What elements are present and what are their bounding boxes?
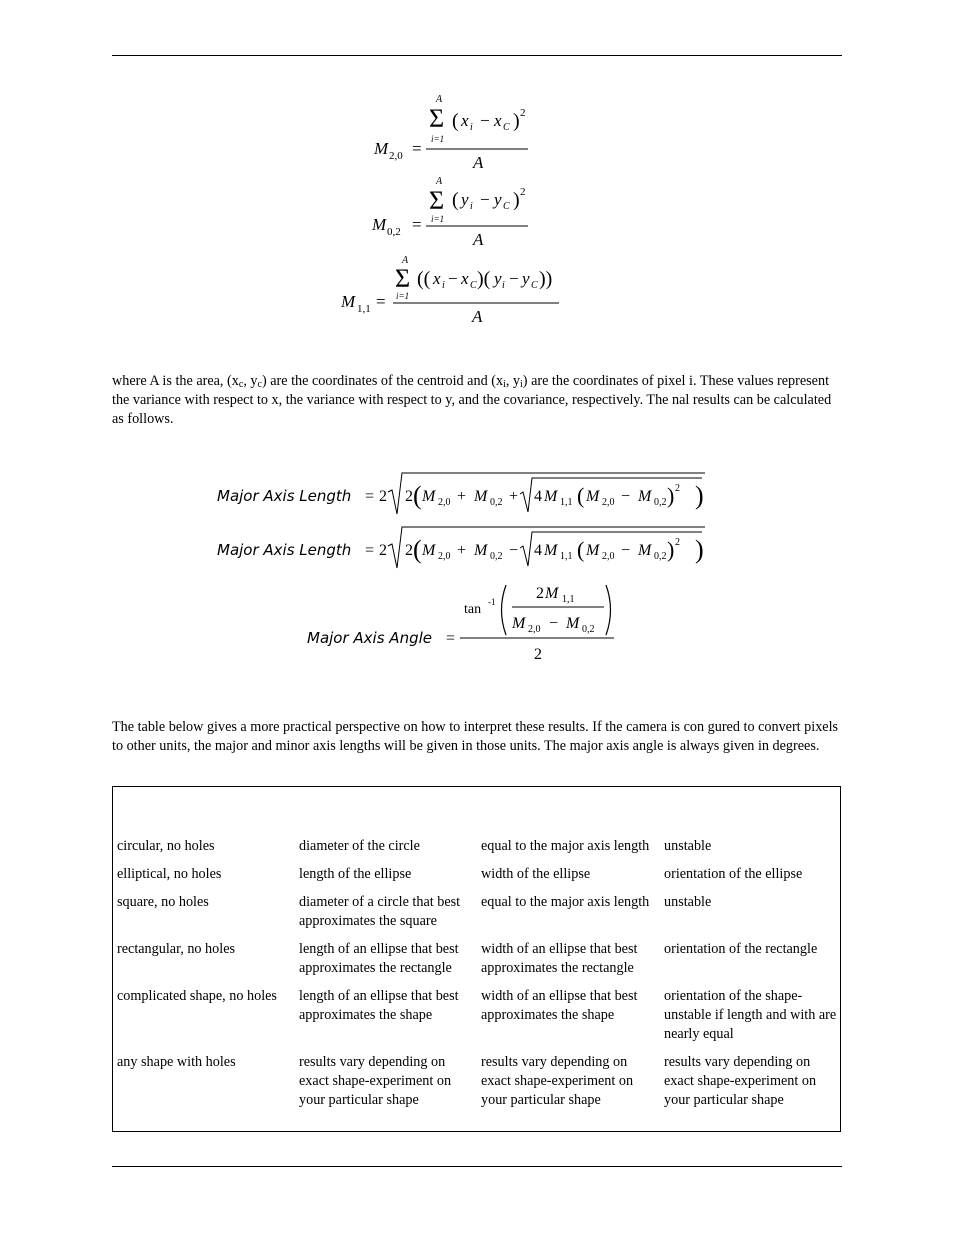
table-row	[113, 893, 842, 940]
svg-text:−: −	[621, 542, 631, 559]
equation-minor-axis-length	[217, 527, 705, 568]
svg-text:): )	[667, 483, 675, 508]
svg-text:M: M	[474, 488, 488, 505]
svg-text:2: 2	[405, 542, 413, 559]
svg-text:)(: )(	[477, 268, 491, 290]
table-row	[113, 837, 842, 865]
m20-sum-top: A	[436, 94, 443, 105]
svg-text:−: −	[621, 488, 631, 505]
svg-text:2: 2	[379, 488, 387, 505]
svg-text:M: M	[474, 542, 488, 559]
svg-text:1,1: 1,1	[357, 303, 371, 315]
svg-text:2: 2	[534, 646, 542, 663]
table-cell: diameter of the circle	[299, 838, 420, 854]
table-cell: orientation of the ellipse	[664, 866, 803, 882]
svg-text:): )	[513, 110, 520, 132]
svg-text:-1: -1	[488, 597, 496, 607]
svg-text:4: 4	[534, 488, 542, 505]
svg-text:): )	[667, 537, 675, 562]
svg-text:=: =	[446, 630, 456, 647]
m20-lhs-sub: 2,0	[389, 150, 403, 162]
svg-text:2: 2	[520, 186, 526, 198]
svg-text:2: 2	[675, 537, 680, 548]
axis-equations	[214, 470, 714, 670]
svg-text:−: −	[549, 615, 559, 632]
m20-lhs: M	[374, 139, 389, 158]
svg-text:Major Axis Length: Major Axis Length	[217, 541, 352, 559]
svg-text:0,2: 0,2	[582, 624, 595, 635]
svg-text:(: (	[413, 481, 422, 510]
svg-text:A: A	[473, 230, 484, 249]
sigma-icon: Σ	[395, 264, 411, 293]
svg-text:2: 2	[675, 483, 680, 494]
svg-text:−: −	[509, 542, 519, 559]
svg-text:i=1: i=1	[396, 291, 410, 301]
equation-major-axis-angle	[307, 585, 614, 663]
svg-text:M: M	[544, 488, 558, 505]
svg-text:(: (	[413, 535, 422, 564]
svg-text:M: M	[372, 215, 387, 234]
svg-text:0,2: 0,2	[490, 551, 503, 562]
svg-text:((: ((	[417, 268, 431, 290]
svg-text:−: −	[448, 269, 458, 288]
table-cell: length of an ellipse that best approximates the shape	[299, 988, 459, 1023]
table-row	[113, 940, 842, 987]
table-cell: diameter of a circle that best approximates the square	[299, 894, 461, 929]
interpretation-table	[112, 786, 841, 1132]
svg-text:C: C	[503, 201, 510, 212]
table-cell: length of an ellipse that best approximates the rectangle	[299, 941, 459, 976]
m20-sum-bottom: i=1	[431, 134, 445, 144]
svg-text:M: M	[638, 488, 652, 505]
paragraph-table-intro: The table below gives a more practical perspective on how to interpret these results. If the camera is con gured to convert pixels to other units, the major and minor axis lengths will be given in those units. The major axis angle is always given in degrees.	[112, 719, 839, 754]
svg-text:A: A	[402, 255, 409, 266]
equation-m11	[340, 255, 559, 326]
table-cell: any shape with holes	[117, 1054, 236, 1070]
svg-text:2,0: 2,0	[528, 624, 541, 635]
header-cell	[660, 787, 842, 837]
table-cell: unstable	[664, 838, 712, 854]
equation-major-axis-length	[217, 473, 705, 514]
svg-text:+: +	[509, 488, 519, 505]
svg-text:−: −	[480, 111, 490, 130]
equation-m02	[371, 176, 528, 249]
svg-text:tan: tan	[464, 602, 482, 617]
sigma-icon: Σ	[429, 186, 445, 215]
svg-text:A: A	[472, 307, 483, 326]
table-row	[113, 1053, 842, 1119]
svg-text:2,0: 2,0	[602, 551, 615, 562]
table-cell: results vary depending on exact shape-experiment on your particular shape	[481, 1054, 634, 1108]
svg-text:Major Axis Length: Major Axis Length	[217, 487, 352, 505]
svg-text:−: −	[509, 269, 519, 288]
svg-text:2,0: 2,0	[438, 497, 451, 508]
footer-rule	[112, 1166, 842, 1167]
svg-text:): )	[695, 481, 704, 510]
svg-text:i=1: i=1	[431, 214, 445, 224]
table-cell: elliptical, no holes	[117, 866, 222, 882]
table-header-row	[113, 787, 842, 837]
svg-text:M: M	[341, 292, 356, 311]
svg-text:): )	[513, 189, 520, 211]
svg-text:y: y	[494, 190, 502, 209]
svg-text:y: y	[494, 269, 502, 288]
svg-text:=: =	[365, 542, 375, 559]
sigma-icon: Σ	[429, 104, 445, 133]
table-cell: results vary depending on exact shape-experiment on your particular shape	[664, 1054, 817, 1108]
svg-text:2: 2	[536, 585, 544, 602]
svg-text:A: A	[473, 153, 484, 172]
svg-text:M: M	[422, 488, 436, 505]
table-cell: width of an ellipse that best approximates the shape	[481, 988, 638, 1023]
svg-text:M: M	[545, 585, 559, 602]
svg-text:M: M	[422, 542, 436, 559]
svg-text:i: i	[502, 280, 505, 291]
table-cell: orientation of the shape-unstable if length and with are nearly equal	[664, 988, 837, 1042]
svg-text:A: A	[436, 176, 443, 187]
svg-text:x: x	[433, 269, 441, 288]
svg-text:0,2: 0,2	[490, 497, 503, 508]
svg-text:Major Axis Angle: Major Axis Angle	[307, 629, 432, 647]
table-cell: rectangular, no holes	[117, 941, 236, 957]
svg-text:M: M	[544, 542, 558, 559]
table-cell: orientation of the rectangle	[664, 941, 818, 957]
svg-text:x: x	[461, 111, 469, 130]
svg-text:(: (	[577, 537, 585, 562]
table-cell: results vary depending on exact shape-experiment on your particular shape	[299, 1054, 452, 1108]
svg-text:M: M	[586, 488, 600, 505]
svg-text:M: M	[566, 615, 580, 632]
svg-text:)): ))	[539, 268, 553, 290]
svg-text:+: +	[457, 542, 467, 559]
svg-text:x: x	[461, 269, 469, 288]
svg-text:y: y	[522, 269, 530, 288]
svg-text:0,2: 0,2	[387, 226, 401, 238]
svg-text:2,0: 2,0	[602, 497, 615, 508]
table-cell: unstable	[664, 894, 712, 910]
svg-text:(: (	[577, 483, 585, 508]
svg-text:1,1: 1,1	[560, 497, 573, 508]
table-row	[113, 987, 842, 1053]
header-cell	[295, 787, 477, 837]
svg-text:0,2: 0,2	[654, 551, 667, 562]
svg-text:2: 2	[520, 107, 526, 119]
svg-text:=: =	[376, 292, 386, 311]
header-cell	[477, 787, 660, 837]
equation-m20	[373, 94, 528, 172]
table-cell: equal to the major axis length	[481, 894, 650, 910]
table-cell: width of the ellipse	[481, 866, 591, 882]
svg-text:=: =	[365, 488, 375, 505]
svg-text:): )	[695, 535, 704, 564]
svg-text:(: (	[452, 189, 459, 211]
table-cell: equal to the major axis length	[481, 838, 650, 854]
table-cell: circular, no holes	[117, 838, 215, 854]
svg-text:1,1: 1,1	[560, 551, 573, 562]
svg-text:2: 2	[379, 542, 387, 559]
svg-text:C: C	[531, 280, 538, 291]
table-cell: width of an ellipse that best approximates the rectangle	[481, 941, 638, 976]
svg-text:C: C	[503, 122, 510, 133]
svg-text:i: i	[470, 122, 473, 133]
svg-text:C: C	[470, 280, 477, 291]
svg-text:y: y	[461, 190, 469, 209]
svg-text:M: M	[512, 615, 526, 632]
table-cell: complicated shape, no holes	[117, 988, 277, 1004]
svg-text:+: +	[457, 488, 467, 505]
header-rule	[112, 55, 842, 56]
svg-text:M: M	[586, 542, 600, 559]
svg-text:=: =	[412, 215, 422, 234]
svg-text:−: −	[480, 190, 490, 209]
table-row	[113, 865, 842, 893]
svg-text:=: =	[412, 139, 422, 158]
svg-text:4: 4	[534, 542, 542, 559]
table-cell: square, no holes	[117, 894, 209, 910]
table-cell: length of the ellipse	[299, 866, 412, 882]
svg-text:1,1: 1,1	[562, 594, 575, 605]
svg-text:2: 2	[405, 488, 413, 505]
svg-text:i: i	[442, 280, 445, 291]
svg-text:i: i	[470, 201, 473, 212]
svg-text:M: M	[638, 542, 652, 559]
svg-text:(: (	[452, 110, 459, 132]
svg-text:0,2: 0,2	[654, 497, 667, 508]
moment-equations	[330, 88, 570, 338]
svg-text:2,0: 2,0	[438, 551, 451, 562]
header-cell	[113, 787, 295, 837]
paragraph-moments-explanation: where A is the area, ($x_c$, $y_c$) are the coordinates of the centroid and ($x_i$, $y_i$) are the coordinates of pixel i. These values represent the variance with respect to x, the variance with respect to y, and the covariance, respectively. The nal results can be calculated as follows.	[112, 373, 832, 427]
svg-text:x: x	[494, 111, 502, 130]
